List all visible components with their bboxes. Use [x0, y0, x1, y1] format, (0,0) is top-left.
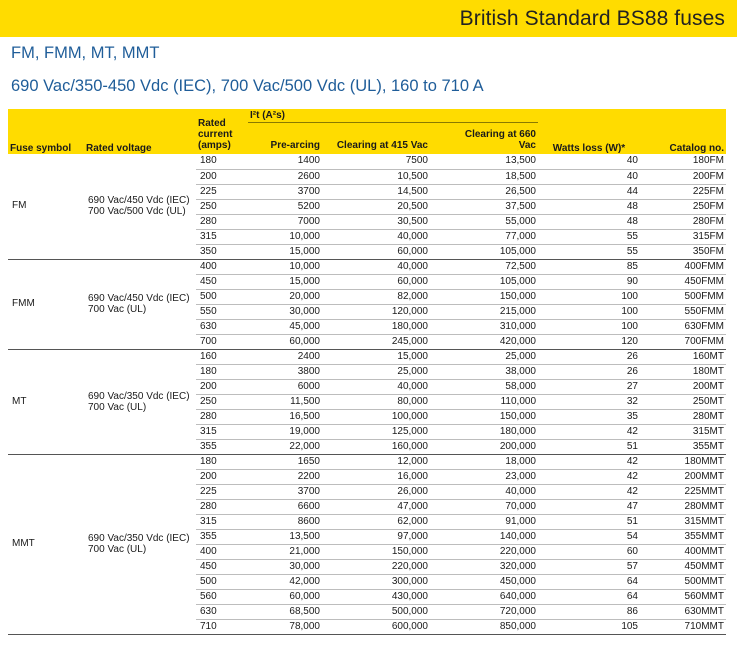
rated-current-cell: 315 [196, 514, 248, 529]
watts-loss-cell: 42 [538, 469, 640, 484]
catalog-no-cell: 280MMT [640, 499, 726, 514]
rated-current-cell: 280 [196, 409, 248, 424]
watts-loss-cell: 40 [538, 154, 640, 169]
clearing-660-cell: 720,000 [430, 604, 538, 619]
catalog-no-cell: 400FMM [640, 259, 726, 274]
rated-current-cell: 630 [196, 319, 248, 334]
watts-loss-cell: 44 [538, 184, 640, 199]
catalog-no-cell: 225MMT [640, 484, 726, 499]
col-group-i2t: I²t (A²s) [248, 109, 538, 123]
clearing-660-cell: 310,000 [430, 319, 538, 334]
fuse-symbol-cell: MMT [8, 454, 84, 634]
rated-current-cell: 280 [196, 499, 248, 514]
pre-arcing-cell: 45,000 [248, 319, 322, 334]
clearing-660-cell: 110,000 [430, 394, 538, 409]
watts-loss-cell: 64 [538, 574, 640, 589]
catalog-no-cell: 400MMT [640, 544, 726, 559]
catalog-no-cell: 280MT [640, 409, 726, 424]
rated-current-cell: 710 [196, 619, 248, 634]
clearing-415-cell: 300,000 [322, 574, 430, 589]
pre-arcing-cell: 10,000 [248, 259, 322, 274]
rated-current-cell: 250 [196, 199, 248, 214]
clearing-415-cell: 60,000 [322, 274, 430, 289]
catalog-no-cell: 350FM [640, 244, 726, 259]
watts-loss-cell: 57 [538, 559, 640, 574]
rated-current-cell: 280 [196, 214, 248, 229]
pre-arcing-cell: 2200 [248, 469, 322, 484]
watts-loss-cell: 86 [538, 604, 640, 619]
clearing-415-cell: 10,500 [322, 169, 430, 184]
pre-arcing-cell: 42,000 [248, 574, 322, 589]
rated-voltage-cell: 690 Vac/450 Vdc (IEC) 700 Vac (UL) [84, 259, 196, 349]
clearing-415-cell: 150,000 [322, 544, 430, 559]
col-rated-voltage: Rated voltage [84, 109, 196, 154]
clearing-660-cell: 23,000 [430, 469, 538, 484]
clearing-415-cell: 80,000 [322, 394, 430, 409]
rated-current-cell: 315 [196, 229, 248, 244]
pre-arcing-cell: 10,000 [248, 229, 322, 244]
pre-arcing-cell: 19,000 [248, 424, 322, 439]
watts-loss-cell: 51 [538, 514, 640, 529]
watts-loss-cell: 48 [538, 214, 640, 229]
rated-voltage-cell: 690 Vac/450 Vdc (IEC) 700 Vac/500 Vdc (UL) [84, 154, 196, 259]
clearing-660-cell: 180,000 [430, 424, 538, 439]
clearing-415-cell: 20,500 [322, 199, 430, 214]
catalog-no-cell: 500FMM [640, 289, 726, 304]
clearing-660-cell: 450,000 [430, 574, 538, 589]
fuse-spec-table [8, 109, 726, 635]
rating-subtitle: 690 Vac/350-450 Vdc (IEC), 700 Vac/500 Vdc (UL), 160 to 710 A [11, 77, 484, 95]
catalog-no-cell: 700FMM [640, 334, 726, 349]
pre-arcing-cell: 2600 [248, 169, 322, 184]
catalog-no-cell: 355MT [640, 439, 726, 454]
catalog-no-cell: 250MT [640, 394, 726, 409]
watts-loss-cell: 55 [538, 244, 640, 259]
clearing-660-cell: 13,500 [430, 154, 538, 169]
col-watts-loss: Watts loss (W)* [538, 109, 640, 154]
clearing-660-cell: 140,000 [430, 529, 538, 544]
clearing-415-cell: 62,000 [322, 514, 430, 529]
pre-arcing-cell: 1400 [248, 154, 322, 169]
rated-current-cell: 200 [196, 469, 248, 484]
clearing-660-cell: 38,000 [430, 364, 538, 379]
series-subtitle: FM, FMM, MT, MMT [11, 44, 160, 62]
rated-current-cell: 450 [196, 274, 248, 289]
table-body [8, 154, 726, 634]
clearing-660-cell: 91,000 [430, 514, 538, 529]
watts-loss-cell: 32 [538, 394, 640, 409]
clearing-415-cell: 40,000 [322, 259, 430, 274]
clearing-415-cell: 160,000 [322, 439, 430, 454]
pre-arcing-cell: 60,000 [248, 334, 322, 349]
rated-current-cell: 700 [196, 334, 248, 349]
clearing-415-cell: 26,000 [322, 484, 430, 499]
clearing-660-cell: 18,000 [430, 454, 538, 469]
watts-loss-cell: 100 [538, 319, 640, 334]
rated-current-cell: 180 [196, 154, 248, 169]
clearing-660-cell: 640,000 [430, 589, 538, 604]
pre-arcing-cell: 13,500 [248, 529, 322, 544]
table-header [8, 109, 726, 154]
clearing-660-cell: 220,000 [430, 544, 538, 559]
catalog-no-cell: 355MMT [640, 529, 726, 544]
clearing-660-cell: 18,500 [430, 169, 538, 184]
watts-loss-cell: 120 [538, 334, 640, 349]
catalog-no-cell: 315FM [640, 229, 726, 244]
watts-loss-cell: 60 [538, 544, 640, 559]
watts-loss-cell: 42 [538, 424, 640, 439]
clearing-660-cell: 58,000 [430, 379, 538, 394]
rated-voltage-cell: 690 Vac/350 Vdc (IEC) 700 Vac (UL) [84, 454, 196, 634]
catalog-no-cell: 315MMT [640, 514, 726, 529]
col-fuse-symbol: Fuse symbol [8, 109, 84, 154]
clearing-660-cell: 105,000 [430, 244, 538, 259]
pre-arcing-cell: 30,000 [248, 304, 322, 319]
col-clearing-660: Clearing at 660 Vac [430, 123, 538, 155]
clearing-415-cell: 180,000 [322, 319, 430, 334]
catalog-no-cell: 180MT [640, 364, 726, 379]
catalog-no-cell: 560MMT [640, 589, 726, 604]
rated-voltage-cell: 690 Vac/350 Vdc (IEC) 700 Vac (UL) [84, 349, 196, 454]
watts-loss-cell: 40 [538, 169, 640, 184]
catalog-no-cell: 550FMM [640, 304, 726, 319]
watts-loss-cell: 42 [538, 454, 640, 469]
pre-arcing-cell: 30,000 [248, 559, 322, 574]
rated-current-cell: 250 [196, 394, 248, 409]
catalog-no-cell: 180FM [640, 154, 726, 169]
fuse-symbol-cell: FMM [8, 259, 84, 349]
catalog-no-cell: 500MMT [640, 574, 726, 589]
catalog-no-cell: 315MT [640, 424, 726, 439]
table-row [8, 259, 726, 274]
pre-arcing-cell: 60,000 [248, 589, 322, 604]
catalog-no-cell: 160MT [640, 349, 726, 364]
clearing-415-cell: 120,000 [322, 304, 430, 319]
fuse-symbol-cell: FM [8, 154, 84, 259]
watts-loss-cell: 55 [538, 229, 640, 244]
pre-arcing-cell: 8600 [248, 514, 322, 529]
pre-arcing-cell: 11,500 [248, 394, 322, 409]
clearing-415-cell: 30,500 [322, 214, 430, 229]
clearing-415-cell: 430,000 [322, 589, 430, 604]
rated-current-cell: 180 [196, 364, 248, 379]
rated-current-cell: 500 [196, 289, 248, 304]
table-row [8, 349, 726, 364]
clearing-660-cell: 40,000 [430, 484, 538, 499]
clearing-415-cell: 82,000 [322, 289, 430, 304]
clearing-415-cell: 40,000 [322, 229, 430, 244]
pre-arcing-cell: 7000 [248, 214, 322, 229]
clearing-415-cell: 16,000 [322, 469, 430, 484]
catalog-no-cell: 250FM [640, 199, 726, 214]
title-banner [0, 0, 737, 37]
rated-current-cell: 550 [196, 304, 248, 319]
rated-current-cell: 160 [196, 349, 248, 364]
pre-arcing-cell: 20,000 [248, 289, 322, 304]
pre-arcing-cell: 3700 [248, 484, 322, 499]
catalog-no-cell: 710MMT [640, 619, 726, 634]
clearing-415-cell: 7500 [322, 154, 430, 169]
catalog-no-cell: 200MMT [640, 469, 726, 484]
watts-loss-cell: 85 [538, 259, 640, 274]
catalog-no-cell: 630FMM [640, 319, 726, 334]
rated-current-cell: 200 [196, 379, 248, 394]
clearing-660-cell: 55,000 [430, 214, 538, 229]
catalog-no-cell: 200FM [640, 169, 726, 184]
clearing-415-cell: 125,000 [322, 424, 430, 439]
catalog-no-cell: 225FM [640, 184, 726, 199]
rated-current-cell: 350 [196, 244, 248, 259]
rated-current-cell: 225 [196, 184, 248, 199]
rated-current-cell: 225 [196, 484, 248, 499]
watts-loss-cell: 100 [538, 289, 640, 304]
watts-loss-cell: 105 [538, 619, 640, 634]
clearing-415-cell: 12,000 [322, 454, 430, 469]
watts-loss-cell: 48 [538, 199, 640, 214]
watts-loss-cell: 26 [538, 349, 640, 364]
rated-current-cell: 630 [196, 604, 248, 619]
catalog-no-cell: 280FM [640, 214, 726, 229]
pre-arcing-cell: 2400 [248, 349, 322, 364]
clearing-660-cell: 150,000 [430, 289, 538, 304]
watts-loss-cell: 54 [538, 529, 640, 544]
clearing-660-cell: 37,500 [430, 199, 538, 214]
watts-loss-cell: 51 [538, 439, 640, 454]
pre-arcing-cell: 5200 [248, 199, 322, 214]
page-title: British Standard BS88 fuses [459, 6, 725, 30]
clearing-415-cell: 25,000 [322, 364, 430, 379]
clearing-660-cell: 200,000 [430, 439, 538, 454]
rated-current-cell: 355 [196, 439, 248, 454]
rated-current-cell: 355 [196, 529, 248, 544]
watts-loss-cell: 35 [538, 409, 640, 424]
pre-arcing-cell: 16,500 [248, 409, 322, 424]
clearing-660-cell: 150,000 [430, 409, 538, 424]
clearing-660-cell: 850,000 [430, 619, 538, 634]
clearing-660-cell: 26,500 [430, 184, 538, 199]
catalog-no-cell: 180MMT [640, 454, 726, 469]
clearing-660-cell: 420,000 [430, 334, 538, 349]
rated-current-cell: 450 [196, 559, 248, 574]
rated-current-cell: 500 [196, 574, 248, 589]
pre-arcing-cell: 22,000 [248, 439, 322, 454]
watts-loss-cell: 27 [538, 379, 640, 394]
rated-current-cell: 200 [196, 169, 248, 184]
catalog-no-cell: 450MMT [640, 559, 726, 574]
pre-arcing-cell: 15,000 [248, 244, 322, 259]
clearing-415-cell: 100,000 [322, 409, 430, 424]
clearing-415-cell: 500,000 [322, 604, 430, 619]
catalog-no-cell: 450FMM [640, 274, 726, 289]
watts-loss-cell: 26 [538, 364, 640, 379]
clearing-415-cell: 97,000 [322, 529, 430, 544]
catalog-no-cell: 630MMT [640, 604, 726, 619]
fuse-symbol-cell: MT [8, 349, 84, 454]
clearing-415-cell: 40,000 [322, 379, 430, 394]
clearing-415-cell: 600,000 [322, 619, 430, 634]
clearing-660-cell: 320,000 [430, 559, 538, 574]
pre-arcing-cell: 3800 [248, 364, 322, 379]
col-catalog-no: Catalog no. [640, 109, 726, 154]
clearing-415-cell: 220,000 [322, 559, 430, 574]
watts-loss-cell: 64 [538, 589, 640, 604]
col-rated-current: Rated current (amps) [196, 109, 248, 154]
rated-current-cell: 180 [196, 454, 248, 469]
clearing-415-cell: 15,000 [322, 349, 430, 364]
pre-arcing-cell: 6600 [248, 499, 322, 514]
clearing-415-cell: 245,000 [322, 334, 430, 349]
clearing-660-cell: 77,000 [430, 229, 538, 244]
pre-arcing-cell: 3700 [248, 184, 322, 199]
rated-current-cell: 315 [196, 424, 248, 439]
col-pre-arcing: Pre-arcing [248, 123, 322, 155]
clearing-660-cell: 70,000 [430, 499, 538, 514]
rated-current-cell: 560 [196, 589, 248, 604]
watts-loss-cell: 100 [538, 304, 640, 319]
pre-arcing-cell: 78,000 [248, 619, 322, 634]
watts-loss-cell: 90 [538, 274, 640, 289]
clearing-415-cell: 14,500 [322, 184, 430, 199]
catalog-no-cell: 200MT [640, 379, 726, 394]
clearing-660-cell: 25,000 [430, 349, 538, 364]
watts-loss-cell: 42 [538, 484, 640, 499]
table-row [8, 454, 726, 469]
watts-loss-cell: 47 [538, 499, 640, 514]
table-row [8, 154, 726, 169]
rated-current-cell: 400 [196, 259, 248, 274]
clearing-660-cell: 72,500 [430, 259, 538, 274]
clearing-660-cell: 215,000 [430, 304, 538, 319]
clearing-415-cell: 47,000 [322, 499, 430, 514]
pre-arcing-cell: 6000 [248, 379, 322, 394]
clearing-660-cell: 105,000 [430, 274, 538, 289]
rated-current-cell: 400 [196, 544, 248, 559]
col-clearing-415: Clearing at 415 Vac [322, 123, 430, 155]
clearing-415-cell: 60,000 [322, 244, 430, 259]
pre-arcing-cell: 15,000 [248, 274, 322, 289]
pre-arcing-cell: 1650 [248, 454, 322, 469]
pre-arcing-cell: 68,500 [248, 604, 322, 619]
pre-arcing-cell: 21,000 [248, 544, 322, 559]
